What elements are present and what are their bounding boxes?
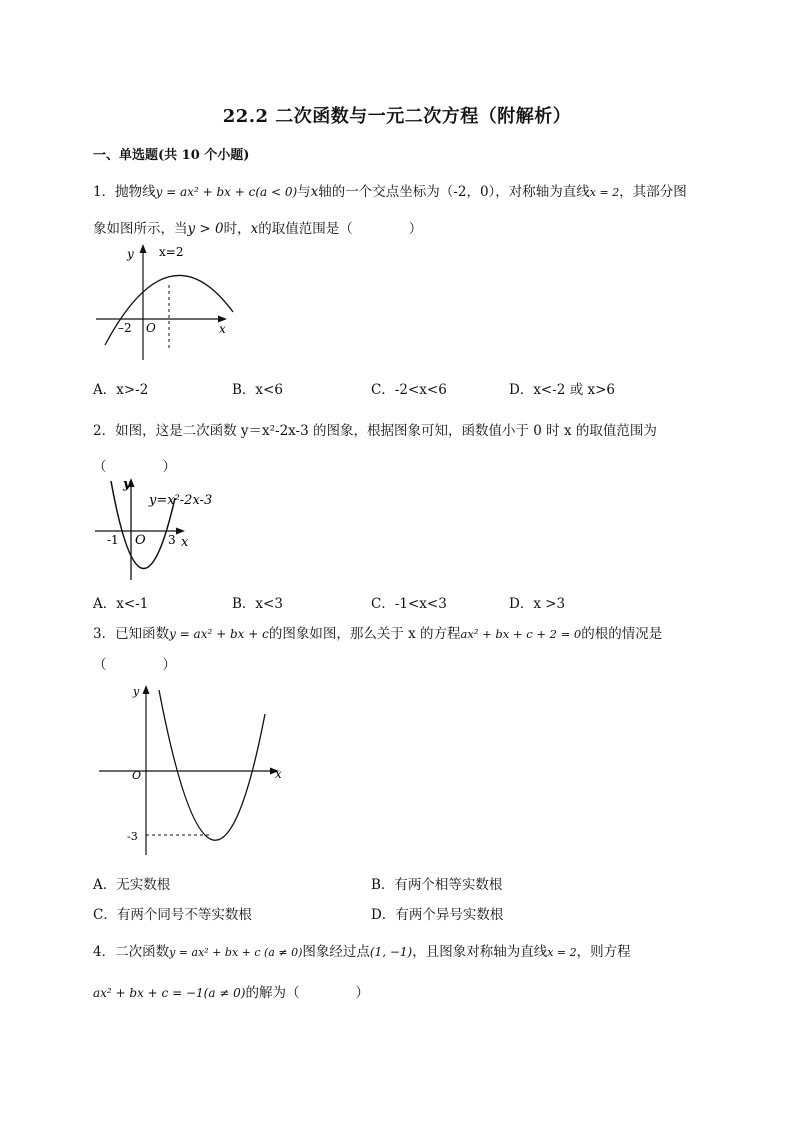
- minimum-value-label: -3: [127, 830, 138, 843]
- tick-label-3: 3: [168, 533, 176, 547]
- question-3-option-a: A．无实数根: [93, 877, 171, 893]
- x-axis-arrow: [176, 528, 185, 535]
- x-axis-label: x: [219, 322, 226, 336]
- question-3-line-2: （ ）: [93, 657, 176, 673]
- tick-label-neg2: –2: [118, 321, 132, 335]
- question-1-line-1: 1．抛物线y = ax² + bx + c(a < 0)与x轴的一个交点坐标为（-2，0），对称轴为直线x = 2，其部分图: [93, 184, 687, 200]
- question-2-number: [93, 419, 97, 435]
- question-2-option-c: C．-1<x<3: [371, 596, 447, 612]
- question-1-line-2: 象如图所示，当y > 0时，x的取值范围是（ ）: [93, 221, 423, 237]
- origin-label: O: [132, 769, 142, 782]
- question-3-option-b: B．有两个相等实数根: [371, 877, 503, 893]
- function-formula-label: y=x²-2x-3: [149, 493, 213, 508]
- question-2-option-a: A．x<-1: [93, 596, 149, 612]
- parabola-curve: [159, 690, 265, 840]
- question-4-line-2: ax² + bx + c = −1(a ≠ 0)的解为（ ）: [93, 985, 369, 1001]
- question-1-option-d: D．x<-2 或 x>6: [509, 382, 615, 398]
- question-3-line-1: 3．已知函数y = ax² + bx + c的图象如图，那么关于 x 的方程ax² + bx + c + 2 = 0的根的情况是: [93, 626, 663, 642]
- question-2-graph: [93, 474, 223, 584]
- question-1-graph: [93, 240, 243, 365]
- document-title: 22.2 二次函数与一元二次方程（附解析）: [222, 106, 572, 127]
- question-2-option-b: B．x<3: [232, 596, 283, 612]
- y-axis-label: y: [127, 247, 134, 261]
- question-2-option-d: D．x >3: [509, 596, 566, 612]
- question-3-graph: [93, 680, 293, 860]
- symmetry-axis-label: x=2: [159, 245, 184, 259]
- question-4-line-1: 4．二次函数y = ax² + bx + c (a ≠ 0)图象经过点(1, −1)，且图象对称轴为直线x = 2，则方程: [93, 944, 631, 960]
- x-axis-label: x: [181, 535, 189, 550]
- y-axis-arrow: [140, 244, 147, 253]
- question-2-line-2: （ ）: [93, 459, 176, 475]
- x-axis-label: x: [275, 767, 282, 781]
- section-heading: 一、单选题(共 10 个小题): [93, 148, 250, 163]
- y-axis-arrow: [143, 685, 150, 694]
- question-3-option-d: D．有两个异号实数根: [371, 907, 504, 923]
- question-3-option-c: C．有两个同号不等实数根: [93, 907, 252, 923]
- origin-label: O: [146, 321, 156, 335]
- question-1-option-a: A．x>-2: [93, 382, 149, 398]
- y-axis-label: y: [133, 685, 140, 698]
- question-1-option-b: B．x<6: [232, 382, 283, 398]
- question-2-line-1: 2．如图，这是二次函数 y＝x²-2x-3 的图象，根据图象可知，函数值小于 0 时 x 的取值范围为: [93, 423, 657, 439]
- y-axis-label: y: [123, 477, 131, 492]
- origin-label: O: [135, 533, 146, 548]
- tick-label-neg1: -1: [107, 533, 119, 547]
- question-1-option-c: C．-2<x<6: [371, 382, 447, 398]
